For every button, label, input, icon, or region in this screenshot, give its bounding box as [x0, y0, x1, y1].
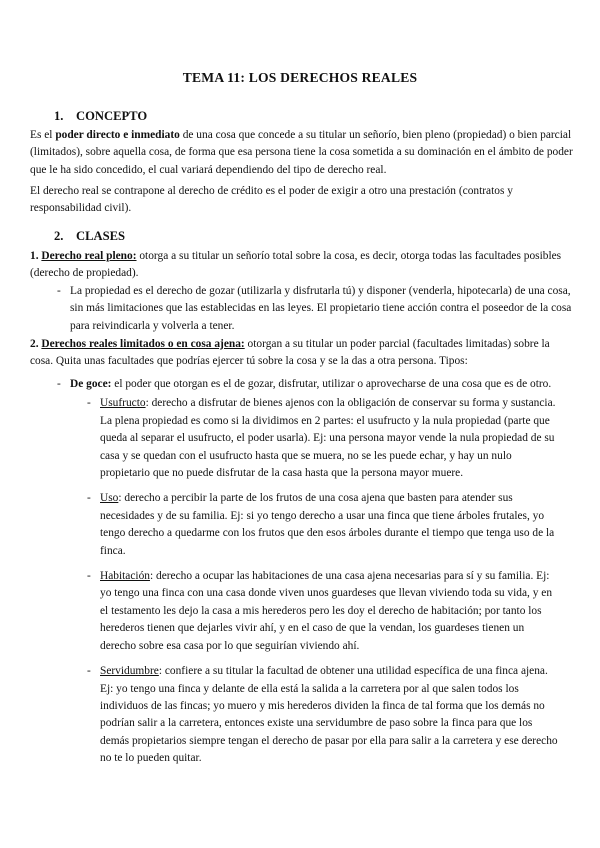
- list-item: - Habitación: derecho a ocupar las habitaciones de una casa ajena necesarias para sí y su familia. Ej: yo tengo una finca con una casa donde viven unos guardeses que llevan viviendo toda su vida, y en el testamento les dejo la casa a mis herederos pero les doy el derecho de habitación; por tanto los herederos tienen que dejarles vivir ahí, y en el caso de que la vendan, los guardeses tienen un derecho sobre esa casa por lo que seguirían viviendo ahí.: [100, 568, 559, 655]
- section-heading-concepto: [54, 109, 147, 124]
- section-number: 2.: [54, 229, 64, 243]
- limitados-list: [70, 376, 572, 776]
- pleno-list: [70, 283, 572, 335]
- limitados-paragraph: 2. Derechos reales limitados o en cosa ajena: otorgan a su titular un poder parcial (facultades limitadas) sobre la cosa. Quita unas facultades que podrías ejercer tú sobre la cosa y se la das a otra persona. Tipos:: [30, 338, 550, 368]
- limitados-label: Derechos reales limitados o en cosa ajena:: [41, 338, 245, 350]
- type-name: Servidumbre: [100, 665, 159, 678]
- concepto-paragraph-2: El derecho real se contrapone al derecho de crédito es el poder de exigir a otro una prestación (contratos y responsabilidad civil).: [30, 185, 513, 215]
- type-name: Habitación: [100, 570, 150, 583]
- list-item: - La propiedad es el derecho de gozar (utilizarla y disfrutarla tú) y disponer (venderla, hipotecarla) de una cosa, sin más limitaciones que las establecidas en las leyes. El propietario tiene acción contra el poseedor de la cosa para reivindicarla y volverla a tener.: [70, 283, 572, 335]
- concepto-paragraph-2-wrap: [30, 183, 573, 218]
- type-name: Usufructo: [100, 397, 146, 410]
- section-title: CONCEPTO: [76, 109, 148, 123]
- section-number: 1.: [54, 109, 64, 123]
- goce-label: De goce:: [70, 378, 112, 390]
- document-title: TEMA 11: LOS DERECHOS REALES: [182, 70, 418, 85]
- list-item: - Usufructo: derecho a disfrutar de bienes ajenos con la obligación de conservar su forma y sustancia. La plena propiedad es como si la dividimos en 2 partes: el usufructo y la nula propiedad (parte que queda al separar el usufructo, el poder usarla). Ej: una persona mayor vende la nula propiedad de su casa y se quedan con el usufructo hasta que se muera, no se les puede echar, y hay un nulo propietario que no puede disfrutar de la casa hasta que la persona mayor muere.: [100, 395, 559, 482]
- goce-item: - De goce: el poder que otorgan es el de gozar, disfrutar, utilizar o aprovecharse de una cosa que es de otro. - Usufructo: derecho a disfrutar de bienes ajenos con la obligación de conservar su forma y sustancia. La plena propiedad es como si la dividimos en 2 partes: el usufructo y la nula propiedad (parte que queda al separar el usufructo, el poder usarla). Ej: una persona mayor vende la nula propiedad de su casa y se quedan con el usufructo hasta que se muera, no se les puede echar, y hay un nulo propietario que no puede disfrutar de la casa hasta que la persona mayor muere. - Uso: derecho a percibir la parte de los frutos de una cosa ajena que basten para atender sus necesidades y de su familia. Ej: si yo tengo derecho a usar una finca que tiene árboles frutales, yo tengo derecho a quedarme con los frutos que den esos árboles durante el tiempo que tenga uso de la finca. - Habitación: derecho a ocupar las habitaciones de una casa ajena necesarias para sí y su familia. Ej: yo tengo una finca con una casa donde viven unos guardeses que llevan viviendo toda su vida, y en el testamento les dejo la casa a mis herederos pero les doy el derecho de habitación; por tanto los herederos tienen que dejarles vivir ahí, y en el caso de que la vendan, los guardeses tienen un derecho sobre esa casa por lo que seguirían viviendo ahí. - Servidumbre: confiere a su titular la facultad de obtener una utilidad específica de una finca ajena. Ej: yo tengo una finca y delante de ella está la salida a la carretera por al que salen todos los individuos de las fincas; yo muero y mis herederos dividen la finca de tal forma que los demás no podrían salir a la carretera, entonces existe una servidumbre de paso sobre la finca para que los demás propietarios siempre tengan el derecho de pasar por ella para salir a la carretera y ese derecho no te lo pueden quitar.: [70, 376, 572, 768]
- pleno-paragraph: 1. Derecho real pleno: otorga a su titular un señorío total sobre la cosa, es decir, otorga todas las facultades posibles (derecho de propiedad).: [30, 250, 562, 280]
- pleno-paragraph-wrap: [30, 248, 573, 283]
- list-item: - Uso: derecho a percibir la parte de los frutos de una cosa ajena que basten para atender sus necesidades y de su familia. Ej: si yo tengo derecho a usar una finca que tiene árboles frutales, yo tengo derecho a quedarme con los frutos que den esos árboles durante el tiempo que tenga uso de la finca.: [100, 490, 559, 560]
- limitados-paragraph-wrap: [30, 336, 573, 371]
- goce-types-list: [30, 395, 572, 767]
- emphasis-bold: poder directo e inmediato: [55, 129, 180, 141]
- list-item: - Servidumbre: confiere a su titular la facultad de obtener una utilidad específica de una finca ajena. Ej: yo tengo una finca y delante de ella está la salida a la carretera por al que salen todos los individuos de las fincas; yo muero y mis herederos dividen la finca de tal forma que los demás no podrían salir a la carretera, entonces existe una servidumbre de paso sobre la finca para que los demás propietarios siempre tengan el derecho de pasar por ella para salir a la carretera y ese derecho no te lo pueden quitar.: [100, 663, 559, 767]
- concepto-body: [30, 127, 573, 179]
- pleno-label: Derecho real pleno:: [41, 250, 137, 262]
- section-title: CLASES: [76, 229, 125, 243]
- section-heading-clases: [54, 229, 125, 244]
- concepto-paragraph-1: Es el poder directo e inmediato de una cosa que concede a su titular un señorío, bien pleno (propiedad) o bien parcial (limitados), sobre aquella cosa, de forma que esa persona tiene la cosa sometida a su dominación en el ámbito de poder que le ha sido concedido, el cual variará dependiendo del tipo de derecho real.: [30, 129, 573, 176]
- type-name: Uso: [100, 492, 119, 505]
